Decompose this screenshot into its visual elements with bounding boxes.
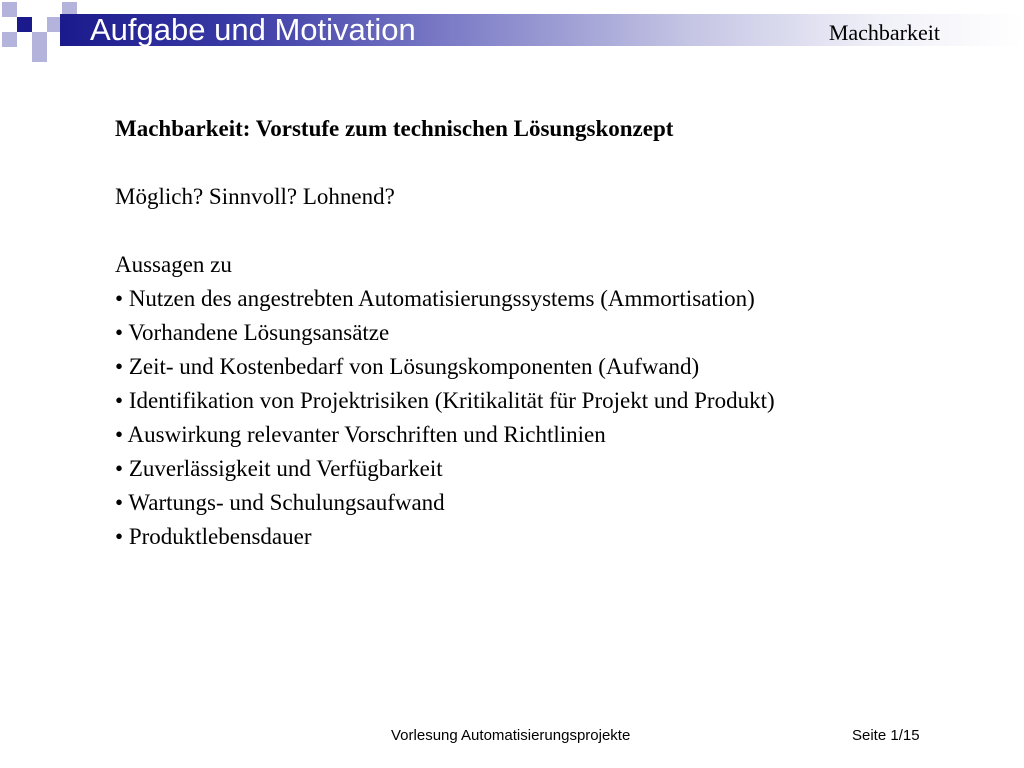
bullet-icon: • [115, 354, 124, 379]
logo-square [32, 47, 47, 62]
bullet-icon: • [115, 524, 124, 549]
bullet-icon: • [115, 422, 124, 447]
bullet-icon: • [115, 456, 124, 481]
list-item [115, 282, 975, 316]
bullet-icon: • [115, 286, 124, 311]
list-item-text: Nutzen des angestrebten Automatisierungssystems (Ammortisation) [128, 286, 755, 311]
list-item [115, 418, 975, 452]
footer-page-number: Seite 1/15 [852, 727, 920, 744]
section-label: Machbarkeit [828, 20, 940, 45]
bullet-icon: • [115, 490, 124, 515]
list-item-text: Auswirkung relevanter Vorschriften und Richtlinien [127, 422, 606, 447]
list-item-text: Identifikation von Projektrisiken (Kritikalität für Projekt und Produkt) [128, 388, 775, 413]
questions-line: Möglich? Sinnvoll? Lohnend? [115, 184, 395, 209]
list-item-text: Produktlebensdauer [128, 524, 312, 549]
list-item [115, 384, 975, 418]
logo-square [17, 17, 32, 32]
list-item [115, 452, 975, 486]
list-item [115, 316, 975, 350]
logo-square [2, 32, 17, 47]
list-item-text: Zuverlässigkeit und Verfügbarkeit [128, 456, 443, 481]
logo-square [2, 2, 17, 17]
list-item-text: Wartungs- und Schulungsaufwand [128, 490, 445, 515]
bullet-icon: • [115, 388, 124, 413]
bullet-list [115, 282, 975, 554]
list-item [115, 486, 975, 520]
intro-line: Aussagen zu [115, 252, 232, 277]
footer-lecture: Vorlesung Automatisierungsprojekte [391, 727, 631, 744]
bullet-icon: • [115, 320, 124, 345]
list-item-text: Zeit- und Kostenbedarf von Lösungskomponenten (Aufwand) [128, 354, 700, 379]
list-item [115, 520, 975, 554]
logo-square [32, 32, 47, 47]
list-item [115, 350, 975, 384]
content-heading: Machbarkeit: Vorstufe zum technischen Lösungskonzept [115, 116, 674, 141]
slide-content [115, 112, 975, 554]
list-item-text: Vorhandene Lösungsansätze [128, 320, 390, 345]
slide-title: Aufgabe und Motivation [90, 12, 416, 47]
